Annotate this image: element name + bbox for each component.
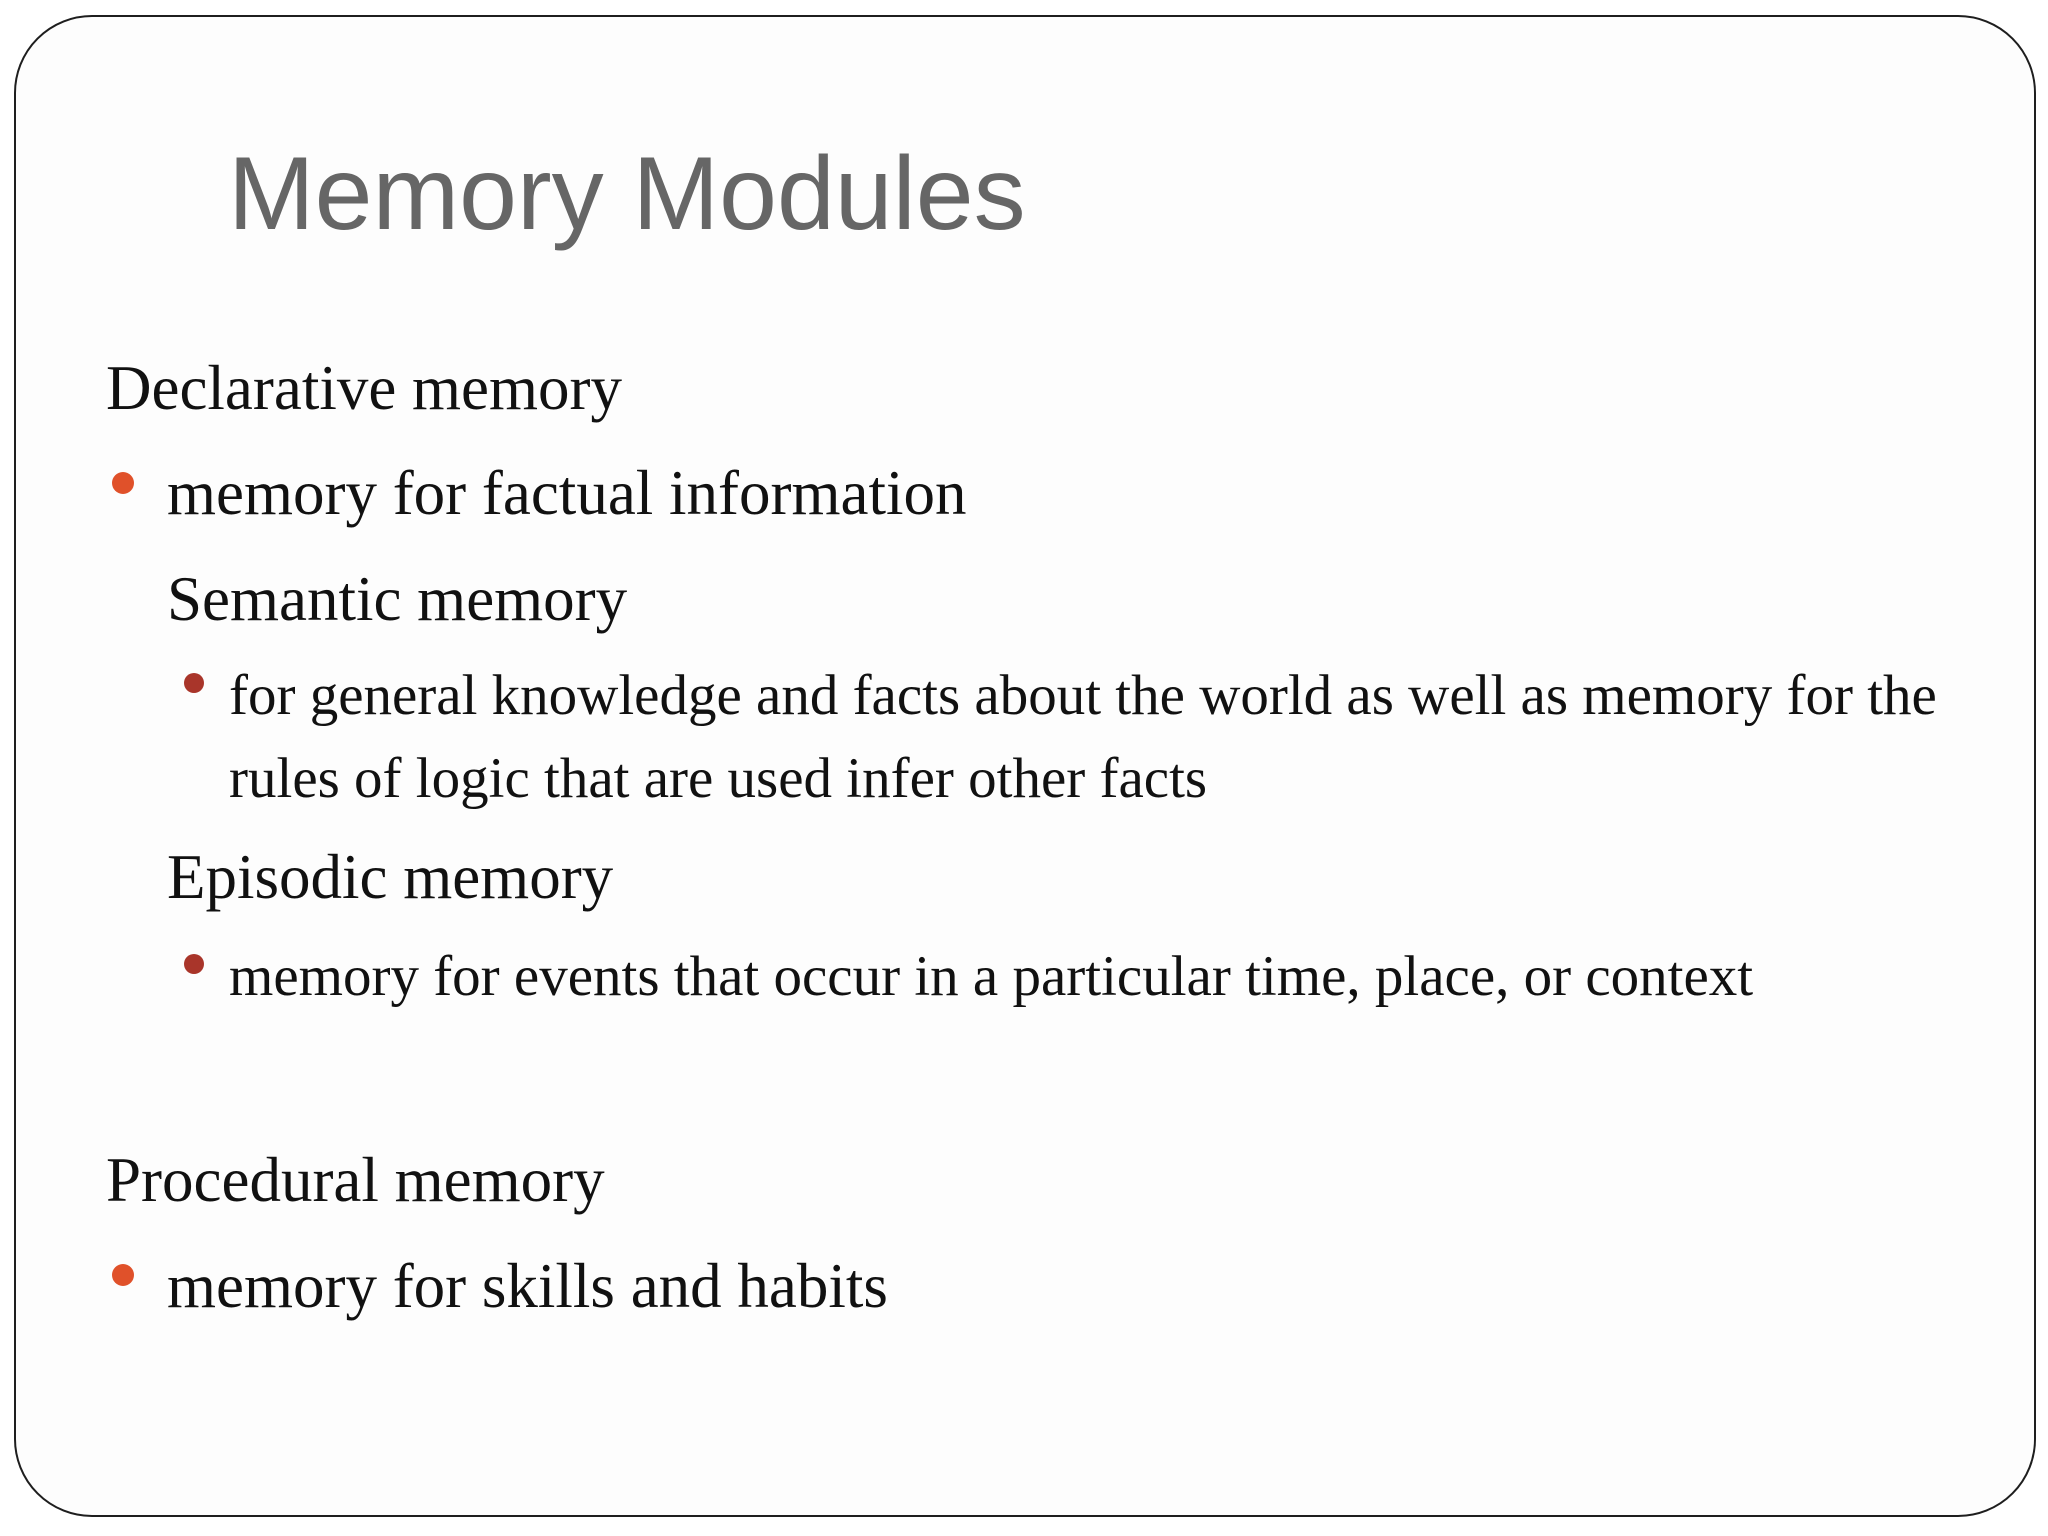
- declarative-memory-description: memory for factual information: [167, 458, 967, 528]
- semantic-memory-heading: Semantic memory: [167, 564, 628, 634]
- procedural-memory-description: memory for skills and habits: [167, 1251, 888, 1321]
- slide-title: Memory Modules: [228, 136, 1026, 252]
- bullet-icon: [112, 472, 134, 494]
- bullet-icon: [112, 1264, 134, 1286]
- episodic-memory-description: memory for events that occur in a particular time, place, or context: [229, 945, 1754, 1008]
- declarative-memory-heading: Declarative memory: [106, 353, 622, 423]
- sub-bullet-icon: [184, 954, 204, 974]
- episodic-memory-heading: Episodic memory: [167, 842, 614, 912]
- procedural-memory-heading: Procedural memory: [106, 1145, 605, 1215]
- sub-bullet-icon: [184, 673, 204, 693]
- semantic-memory-description: for general knowledge and facts about the world as well as memory for the rules of logic that are used infer other facts: [229, 664, 1937, 811]
